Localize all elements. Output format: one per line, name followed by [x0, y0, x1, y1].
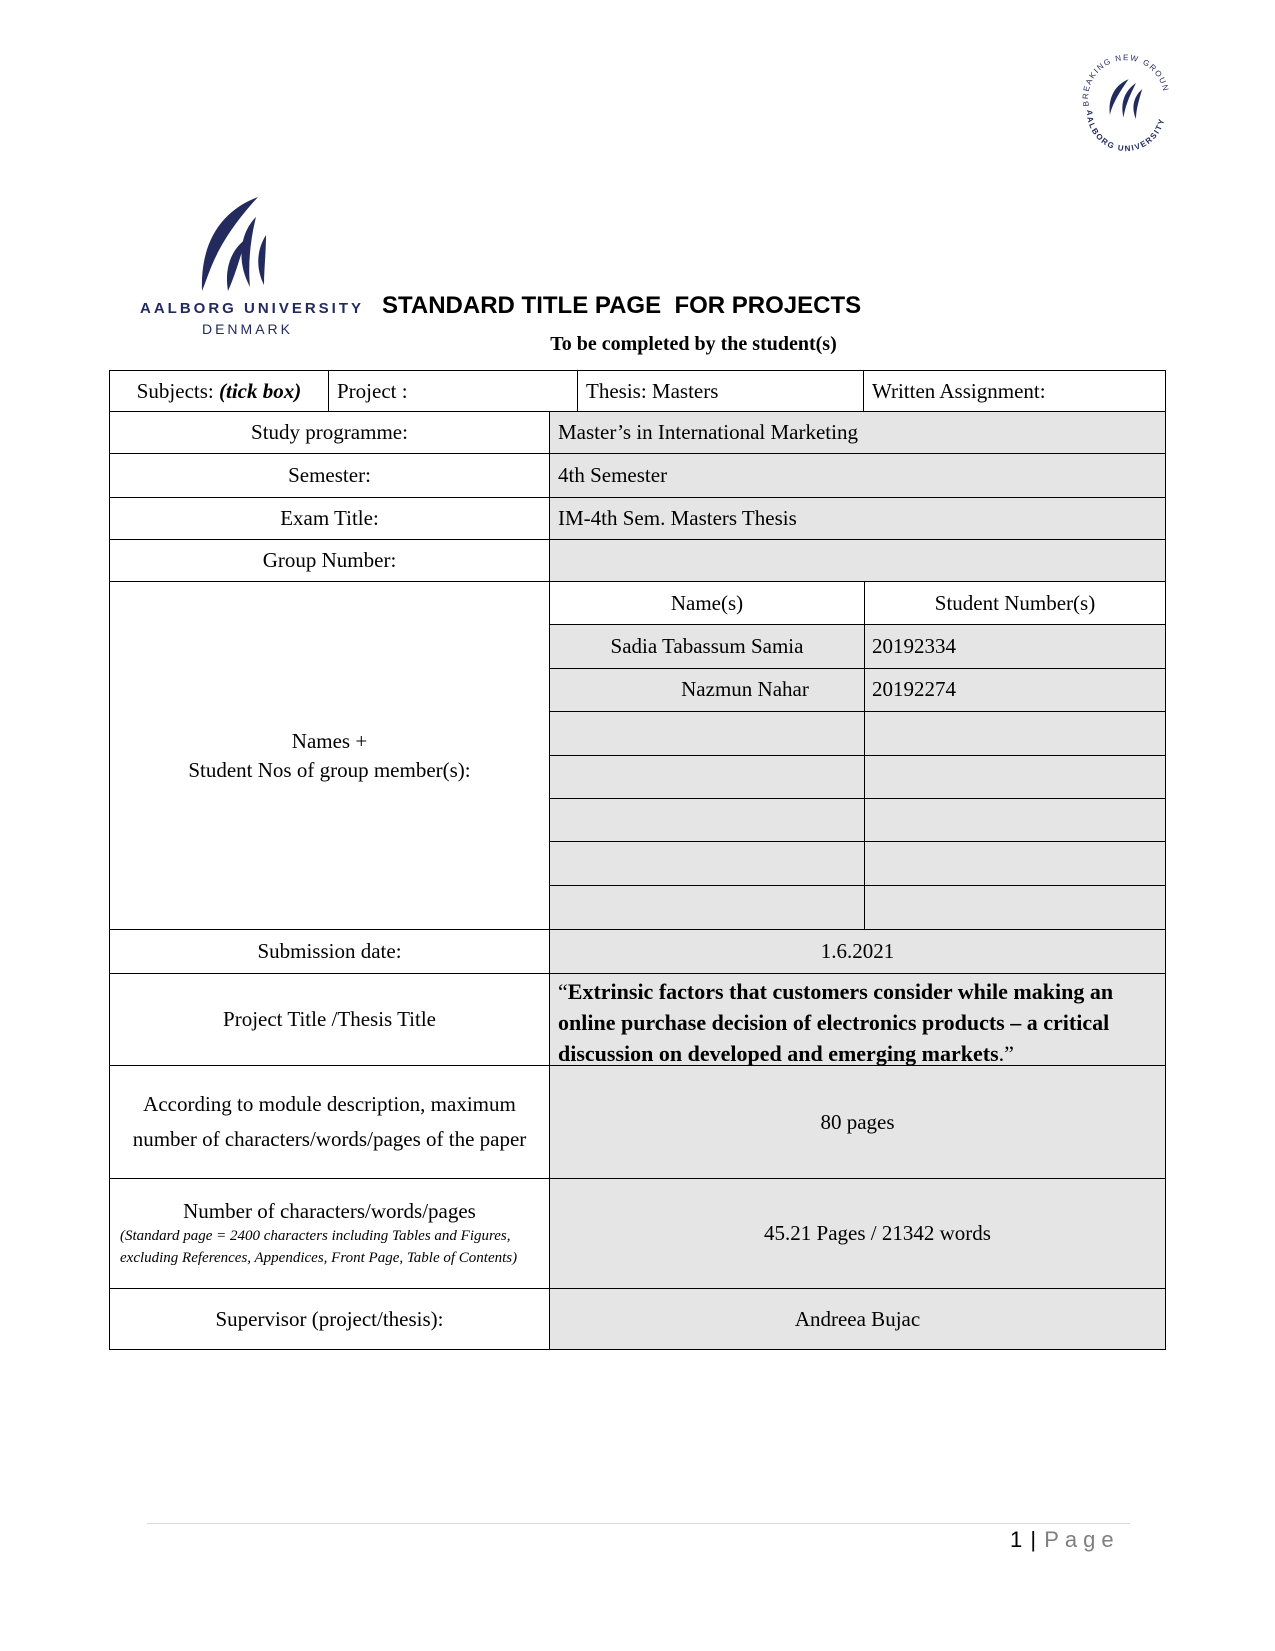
- member-number[interactable]: [865, 842, 1165, 884]
- subject-project[interactable]: Project :: [329, 371, 578, 411]
- members-row: [109, 582, 1166, 930]
- member-number[interactable]: [865, 886, 1165, 929]
- members-label-line2: Student Nos of group member(s):: [188, 757, 471, 782]
- semester-label: Semester:: [110, 454, 550, 497]
- study-programme-value[interactable]: Master’s in International Marketing: [550, 412, 1165, 453]
- page-number: 1: [1010, 1527, 1024, 1552]
- page-subtitle: [0, 333, 1275, 356]
- count-label-text: Number of characters/words/pages: [183, 1199, 476, 1223]
- table-row: [550, 886, 1165, 929]
- thesis-title-text: Extrinsic factors that customers consider while making an online purchase decision of electronics products – a critical discussion on developed and emerging markets: [558, 979, 1114, 1066]
- university-country: DENMARK: [201, 321, 293, 337]
- supervisor-row: [109, 1289, 1166, 1350]
- member-name[interactable]: [550, 712, 865, 754]
- thesis-title-close-quote: .”: [998, 1041, 1014, 1066]
- study-programme-row: [109, 412, 1166, 454]
- university-seal: [1075, 52, 1177, 154]
- subtitle-text: To be completed by the student(s): [550, 333, 837, 355]
- subject-thesis[interactable]: Thesis: Masters: [578, 371, 864, 411]
- count-note: (Standard page = 2400 characters including Tables and Figures, excluding References, Appendices, Front Page, Table of Contents): [120, 1228, 518, 1266]
- count-label: [110, 1179, 550, 1288]
- members-col-name: Name(s): [550, 582, 865, 624]
- exam-title-label: Exam Title:: [110, 498, 550, 539]
- module-limit-row: [109, 1066, 1166, 1179]
- member-name[interactable]: [550, 756, 865, 798]
- member-number[interactable]: [865, 756, 1165, 798]
- members-col-number: Student Number(s): [865, 582, 1165, 624]
- group-number-label: Group Number:: [110, 540, 550, 581]
- page-word: Page: [1044, 1527, 1120, 1552]
- member-number[interactable]: [865, 799, 1165, 841]
- module-limit-label: According to module description, maximum number of characters/words/pages of the paper: [110, 1066, 550, 1178]
- subjects-row: [109, 370, 1166, 412]
- svg-text:AALBORG UNIVERSITY: [1085, 110, 1167, 154]
- university-logo: [140, 195, 365, 345]
- members-table: [550, 582, 1165, 929]
- member-number[interactable]: [865, 712, 1165, 754]
- svg-text:BREAKING NEW GROUND: [1075, 52, 1170, 107]
- group-number-value[interactable]: [550, 540, 1165, 581]
- member-number[interactable]: 20192274: [865, 669, 1165, 711]
- members-label-line1: Names +: [291, 728, 368, 753]
- thesis-title-value[interactable]: [550, 974, 1165, 1065]
- submission-label: Submission date:: [110, 930, 550, 973]
- page-separator: |: [1023, 1527, 1045, 1552]
- study-programme-label: Study programme:: [110, 412, 550, 453]
- thesis-title-label: Project Title /Thesis Title: [110, 974, 550, 1065]
- member-name-text: Nazmun Nahar: [681, 677, 809, 702]
- semester-value[interactable]: 4th Semester: [550, 454, 1165, 497]
- member-number[interactable]: 20192334: [865, 625, 1165, 667]
- member-name[interactable]: [550, 886, 865, 929]
- thesis-title-open-quote: “: [558, 979, 568, 1004]
- seal-wave-icon: [1110, 79, 1143, 119]
- subject-written-assignment[interactable]: Written Assignment:: [872, 378, 1046, 403]
- member-name[interactable]: [550, 842, 865, 884]
- members-label: [110, 582, 550, 929]
- subjects-label: [110, 371, 329, 411]
- thesis-title-row: [109, 974, 1166, 1066]
- university-name: AALBORG UNIVERSITY: [140, 300, 365, 317]
- count-value[interactable]: 45.21 Pages / 21342 words: [550, 1179, 1165, 1288]
- logo-wave-icon: [140, 195, 355, 295]
- seal-bottom-text: AALBORG UNIVERSITY: [1084, 109, 1167, 154]
- count-row: [109, 1179, 1166, 1289]
- table-row: [550, 756, 1165, 799]
- member-name[interactable]: [550, 799, 865, 841]
- exam-title-value[interactable]: IM-4th Sem. Masters Thesis: [550, 498, 1165, 539]
- table-row: [550, 712, 1165, 755]
- seal-top-text: BREAKING NEW GROUN: [1081, 53, 1171, 107]
- exam-title-row: [109, 498, 1166, 540]
- group-number-row: [109, 540, 1166, 582]
- table-row: [550, 625, 1165, 668]
- submission-row: [109, 930, 1166, 974]
- supervisor-value[interactable]: Andreea Bujac: [550, 1289, 1165, 1349]
- supervisor-label: Supervisor (project/thesis):: [110, 1289, 550, 1349]
- subjects-label-emphasis: (tick box): [219, 378, 302, 403]
- subjects-label-text: Subjects:: [136, 378, 219, 403]
- submission-value[interactable]: 1.6.2021: [550, 930, 1165, 973]
- page-footer: [1010, 1527, 1120, 1553]
- footer-divider: [147, 1523, 1130, 1524]
- members-header-row: [550, 582, 1165, 625]
- semester-row: [109, 454, 1166, 498]
- table-row: [550, 842, 1165, 885]
- member-name[interactable]: Sadia Tabassum Samia: [550, 625, 865, 667]
- member-name[interactable]: [550, 669, 865, 711]
- title-page-form: [109, 370, 1166, 1350]
- table-row: [550, 669, 1165, 712]
- module-limit-value[interactable]: 80 pages: [550, 1066, 1165, 1178]
- table-row: [550, 799, 1165, 842]
- page-title: STANDARD TITLE PAGE FOR PROJECTS: [382, 292, 862, 319]
